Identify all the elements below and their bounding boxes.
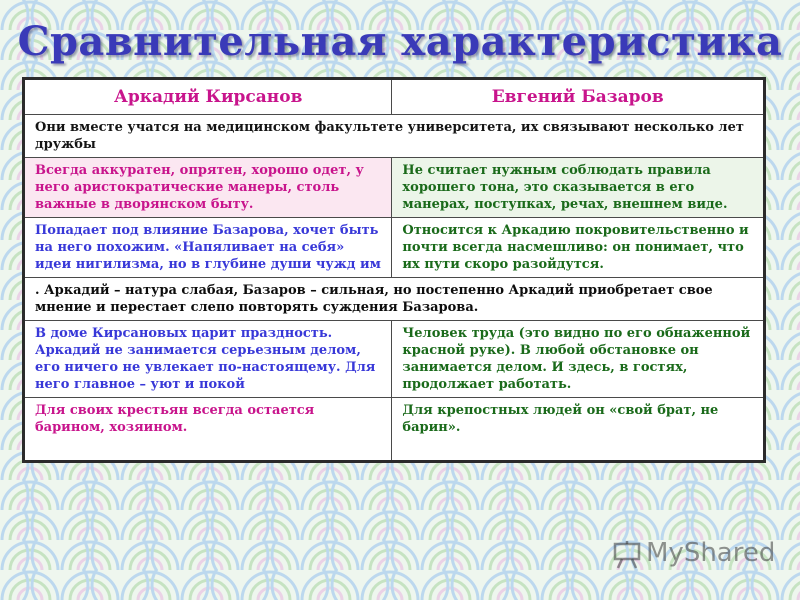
table-row-influence — [24, 218, 765, 278]
comparison-table — [22, 77, 766, 463]
header-kirsanov: Аркадий Кирсанов — [24, 79, 392, 115]
table-row-peasants — [24, 398, 765, 462]
common-cell-friendship: Они вместе учатся на медицинском факультете университета, их связывают несколько лет дружбы — [24, 115, 765, 158]
page-title: Сравнительная характеристика — [17, 18, 783, 65]
bazarov-influence-cell: Относится к Аркадию покровительственно и почти всегда насмешливо: он понимает, что их пути скоро разойдутся. — [392, 218, 765, 278]
table-row-common-nature — [24, 278, 765, 321]
kirsanov-peasants-cell: Для своих крестьян всегда остается барином, хозяином. — [24, 398, 392, 462]
table-row-common-friendship — [24, 115, 765, 158]
common-cell-nature: . Аркадий – натура слабая, Базаров – сильная, но постепенно Аркадий приобретает свое мнение и перестает слепо повторять суждения Базарова. — [24, 278, 765, 321]
bazarov-work-cell: Человек труда (это видно по его обнаженной красной руке). В любой обстановке он занимается делом. И здесь, в гостях, продолжает работать. — [392, 321, 765, 398]
bazarov-peasants-cell: Для крепостных людей он «свой брат, не барин». — [392, 398, 765, 462]
kirsanov-work-cell: В доме Кирсановых царит праздность. Аркадий не занимается серьезным делом, его ничего не увлекает по-настоящему. Для него главное – уют и покой — [24, 321, 392, 398]
table-row-appearance — [24, 158, 765, 218]
myshared-logo — [612, 538, 776, 572]
header-bazarov: Евгений Базаров — [392, 79, 765, 115]
presentation-board-icon — [612, 540, 642, 570]
kirsanov-appearance-cell: Всегда аккуратен, опрятен, хорошо одет, у него аристократические манеры, столь важные в дворянском быту. — [24, 158, 392, 218]
logo-text: MyShared — [646, 538, 776, 568]
kirsanov-influence-cell: Попадает под влияние Базарова, хочет быть на него похожим. «Напяливает на себя» идеи нигилизма, но в глубине души чужд им — [24, 218, 392, 278]
table-header-row — [24, 79, 765, 115]
table-row-work — [24, 321, 765, 398]
bazarov-appearance-cell: Не считает нужным соблюдать правила хорошего тона, это сказывается в его манерах, поступках, речах, внешнем виде. — [392, 158, 765, 218]
